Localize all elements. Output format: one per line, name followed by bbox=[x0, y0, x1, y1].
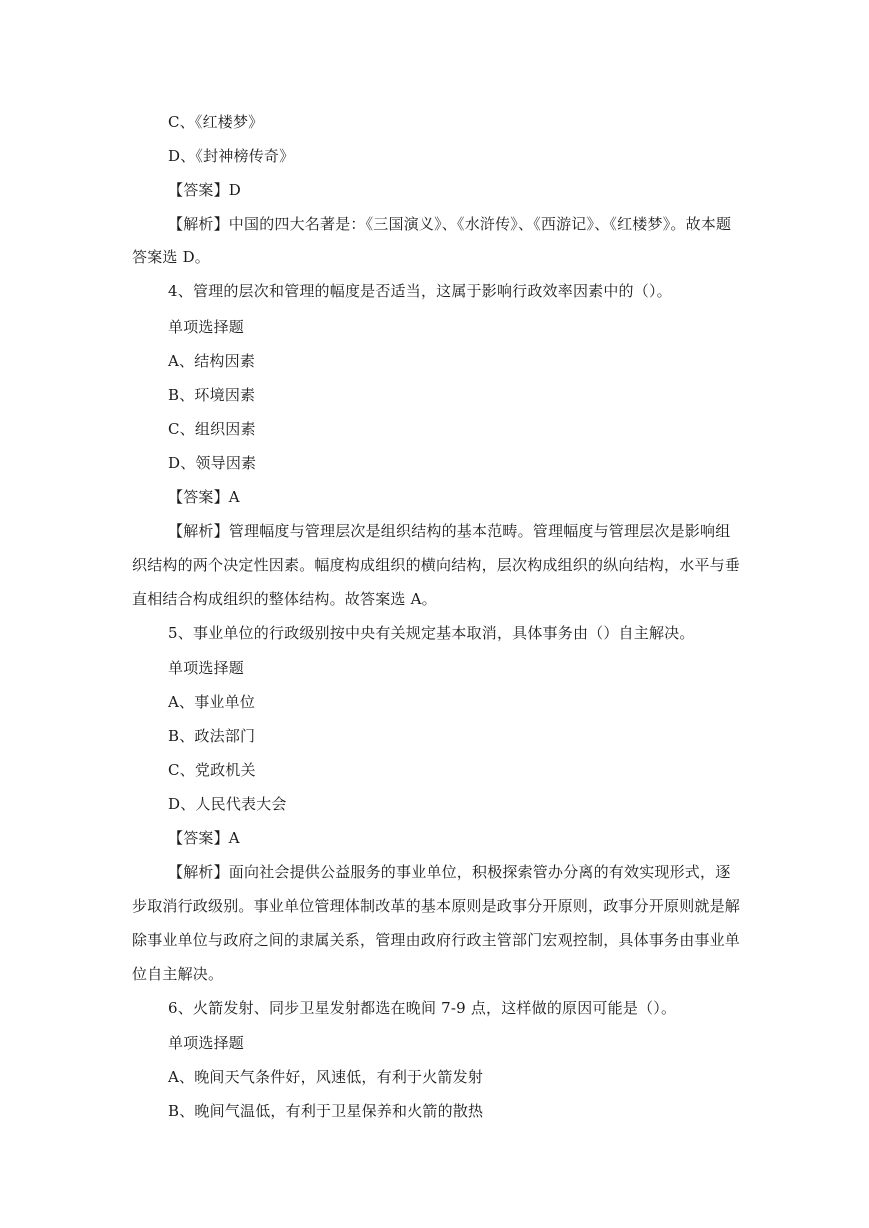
option-a: A、结构因素 bbox=[168, 352, 256, 370]
option-d: D、领导因素 bbox=[168, 454, 257, 472]
analysis-continued: 答案选 D。 bbox=[132, 248, 210, 266]
answer: 【答案】A bbox=[168, 488, 240, 506]
question-type: 单项选择题 bbox=[168, 318, 245, 336]
answer: 【答案】A bbox=[168, 829, 240, 847]
option-c: C、党政机关 bbox=[168, 761, 256, 779]
option-a: A、晚间天气条件好，风速低，有利于火箭发射 bbox=[168, 1068, 484, 1086]
analysis-continued: 位自主解决。 bbox=[132, 965, 224, 983]
option-c: C、组织因素 bbox=[168, 420, 256, 438]
question-5: 5、事业单位的行政级别按中央有关规定基本取消，具体事务由（）自主解决。 bbox=[168, 624, 695, 642]
option-d: D、人民代表大会 bbox=[168, 795, 287, 813]
analysis-continued: 除事业单位与政府之间的隶属关系，管理由政府行政主管部门宏观控制，具体事务由事业单 bbox=[132, 931, 741, 949]
option-b: B、晚间气温低，有利于卫星保养和火箭的散热 bbox=[168, 1102, 484, 1120]
analysis: 【解析】中国的四大名著是：《三国演义》、《水浒传》、《西游记》、《红楼梦》。故本题 bbox=[168, 215, 732, 233]
answer: 【答案】D bbox=[168, 181, 242, 199]
option-c: C、《红楼梦》 bbox=[168, 113, 264, 131]
question-6: 6、火箭发射、同步卫星发射都选在晚间 7-9 点，这样做的原因可能是（）。 bbox=[168, 999, 677, 1017]
analysis-continued: 织结构的两个决定性因素。幅度构成组织的横向结构，层次构成组织的纵向结构，水平与垂 bbox=[132, 556, 741, 574]
option-b: B、政法部门 bbox=[168, 727, 256, 745]
option-a: A、事业单位 bbox=[168, 693, 256, 711]
question-type: 单项选择题 bbox=[168, 1034, 245, 1052]
question-4: 4、管理的层次和管理的幅度是否适当，这属于影响行政效率因素中的（）。 bbox=[168, 282, 672, 300]
analysis: 【解析】面向社会提供公益服务的事业单位，积极探索管办分离的有效实现形式，逐 bbox=[168, 863, 731, 881]
option-d: D、《封神榜传奇》 bbox=[168, 147, 295, 165]
analysis-continued: 直相结合构成组织的整体结构。故答案选 A。 bbox=[132, 590, 437, 608]
analysis-continued: 步取消行政级别。事业单位管理体制改革的基本原则是政事分开原则，政事分开原则就是解 bbox=[132, 897, 741, 915]
option-b: B、环境因素 bbox=[168, 386, 256, 404]
analysis: 【解析】管理幅度与管理层次是组织结构的基本范畴。管理幅度与管理层次是影响组 bbox=[168, 522, 731, 540]
question-type: 单项选择题 bbox=[168, 659, 245, 677]
